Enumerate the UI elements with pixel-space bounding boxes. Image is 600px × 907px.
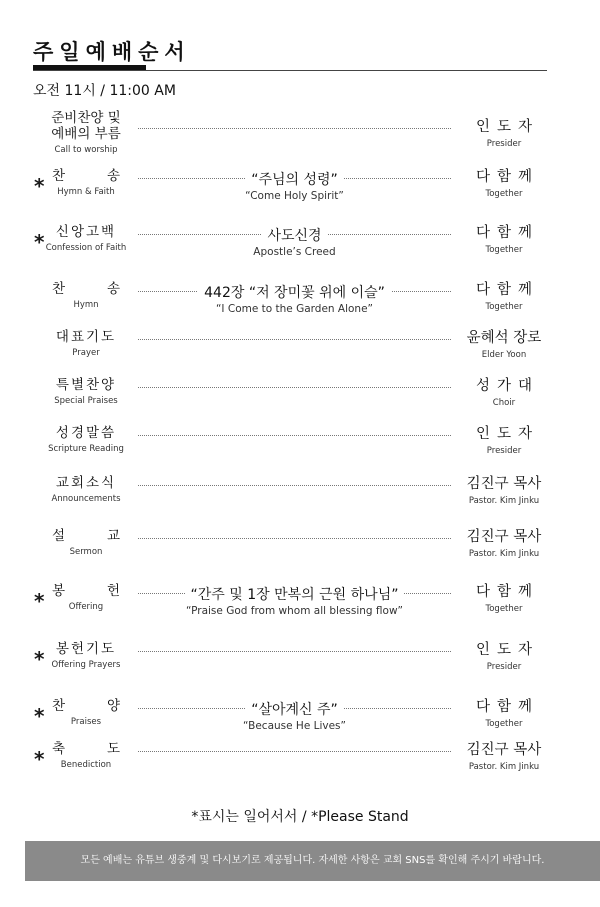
order-label-en: Hymn & Faith xyxy=(57,187,115,197)
item-leader xyxy=(458,699,550,730)
item-leader xyxy=(458,742,550,773)
item-leader-ko: 김진구 목사 xyxy=(466,529,542,545)
order-label xyxy=(40,741,132,771)
stand-star-icon: * xyxy=(34,589,45,613)
item-leader-ko: 성가대 xyxy=(475,378,540,394)
item-leader xyxy=(458,330,550,361)
dotted-leader xyxy=(138,538,451,539)
item-leader-ko: 다함께 xyxy=(475,699,540,715)
order-label-ko: 성경말씀 xyxy=(55,425,117,441)
order-label xyxy=(40,698,132,728)
stand-star-icon: * xyxy=(34,647,45,671)
order-label-en: Offering Prayers xyxy=(51,660,121,670)
item-leader-en: Presider xyxy=(486,139,522,149)
dotted-leader xyxy=(138,751,451,752)
order-label-ko: 준비찬양 및 예배의 부름 xyxy=(51,110,121,142)
order-label-en: Hymn xyxy=(73,300,99,310)
order-label-ko: 찬 송 xyxy=(52,281,120,297)
item-leader xyxy=(458,476,550,507)
order-label-ko: 신앙고백 xyxy=(55,224,117,240)
order-label-ko: 교회소식 xyxy=(55,475,117,491)
item-leader-en: Pastor. Kim Jinku xyxy=(468,496,540,506)
item-title-ko: “살아계신 주” xyxy=(245,702,344,719)
order-label-en: Confession of Faith xyxy=(45,243,127,253)
order-label xyxy=(40,224,132,254)
footer-banner: 모든 예배는 유튜브 생중계 및 다시보기로 제공됩니다. 자세한 사항은 교회 SNS를 확인해 주시기 바랍니다. xyxy=(25,841,600,881)
item-title xyxy=(138,282,451,316)
dotted-leader xyxy=(138,128,451,129)
order-label-ko: 봉 헌 xyxy=(52,583,120,599)
item-leader xyxy=(458,282,550,313)
order-label-ko: 대표기도 xyxy=(55,329,117,345)
order-label-en: Benediction xyxy=(60,760,112,770)
item-leader-en: Together xyxy=(485,189,523,199)
item-leader-ko: 인도자 xyxy=(475,119,540,135)
order-label-ko: 설 교 xyxy=(52,528,120,544)
order-label-en: Announcements xyxy=(51,494,121,504)
item-leader-ko: 김진구 목사 xyxy=(466,476,542,492)
item-title-en: “Because He Lives” xyxy=(243,720,346,732)
order-label-ko: 찬 양 xyxy=(52,698,120,714)
order-label-ko: 봉헌기도 xyxy=(55,641,117,657)
item-leader-ko: 인도자 xyxy=(475,642,540,658)
item-title-en: Apostle’s Creed xyxy=(253,246,336,258)
item-leader-ko: 김진구 목사 xyxy=(466,742,542,758)
order-label-ko: 축 도 xyxy=(52,741,120,757)
item-leader xyxy=(458,119,550,150)
order-label xyxy=(40,475,132,505)
item-leader-en: Together xyxy=(485,719,523,729)
dotted-leader xyxy=(138,339,451,340)
item-title-ko: 442장 “저 장미꽃 위에 이슬” xyxy=(198,285,391,302)
order-label-en: Prayer xyxy=(72,348,100,358)
order-label xyxy=(40,583,132,613)
stand-star-icon: * xyxy=(34,704,45,728)
order-label xyxy=(40,425,132,455)
stand-note: *표시는 일어서서 / *Please Stand xyxy=(191,809,409,825)
item-title xyxy=(138,584,451,618)
item-title-ko: “간주 및 1장 만복의 근원 하나님” xyxy=(185,587,405,604)
item-leader xyxy=(458,225,550,256)
page-title: 주일예배순서 xyxy=(33,40,191,64)
item-leader-en: Together xyxy=(485,302,523,312)
dotted-leader xyxy=(138,485,451,486)
order-label xyxy=(40,528,132,558)
item-leader-en: Choir xyxy=(492,398,516,408)
item-leader xyxy=(458,584,550,615)
order-label-en: Offering xyxy=(68,602,104,612)
order-label xyxy=(40,641,132,671)
dotted-leader xyxy=(138,651,451,652)
order-label-en: Call to worship xyxy=(54,145,118,155)
dotted-leader xyxy=(138,435,451,436)
item-leader-en: Pastor. Kim Jinku xyxy=(468,549,540,559)
item-leader xyxy=(458,169,550,200)
item-leader xyxy=(458,529,550,560)
order-label xyxy=(40,329,132,359)
item-title-en: “I Come to the Garden Alone” xyxy=(215,303,373,315)
item-title xyxy=(138,169,451,203)
item-leader-ko: 다함께 xyxy=(475,584,540,600)
item-title-en: “Come Holy Spirit” xyxy=(245,190,344,202)
item-title-ko: 사도신경 xyxy=(261,228,327,245)
order-label xyxy=(40,110,132,156)
stand-star-icon: * xyxy=(34,174,45,198)
item-leader-en: Together xyxy=(485,604,523,614)
item-leader-en: Pastor. Kim Jinku xyxy=(468,762,540,772)
order-label-ko: 찬 송 xyxy=(52,168,120,184)
order-label-en: Sermon xyxy=(69,547,103,557)
order-label-en: Scripture Reading xyxy=(48,444,124,454)
item-title xyxy=(138,225,451,259)
item-leader xyxy=(458,426,550,457)
item-leader-ko: 다함께 xyxy=(475,169,540,185)
order-label-en: Special Praises xyxy=(54,396,118,406)
item-leader-en: Presider xyxy=(486,662,522,672)
item-leader-en: Elder Yoon xyxy=(481,350,527,360)
item-leader-ko: 윤혜석 장로 xyxy=(466,330,542,346)
order-label-ko: 특별찬양 xyxy=(55,377,117,393)
item-leader xyxy=(458,642,550,673)
title-divider xyxy=(33,70,547,71)
order-label xyxy=(40,168,132,198)
item-title xyxy=(138,699,451,733)
item-title-ko: “주님의 성령” xyxy=(245,172,344,189)
service-time: 오전 11시 / 11:00 AM xyxy=(33,83,176,99)
order-label xyxy=(40,281,132,311)
stand-star-icon: * xyxy=(34,747,45,771)
item-title-en: “Praise God from whom all blessing flow” xyxy=(186,605,403,617)
stand-star-icon: * xyxy=(34,230,45,254)
item-leader-ko: 인도자 xyxy=(475,426,540,442)
order-label xyxy=(40,377,132,407)
item-leader-en: Presider xyxy=(486,446,522,456)
item-leader xyxy=(458,378,550,409)
item-leader-ko: 다함께 xyxy=(475,225,540,241)
item-leader-ko: 다함께 xyxy=(475,282,540,298)
item-leader-en: Together xyxy=(485,245,523,255)
order-label-en: Praises xyxy=(70,717,102,727)
dotted-leader xyxy=(138,387,451,388)
